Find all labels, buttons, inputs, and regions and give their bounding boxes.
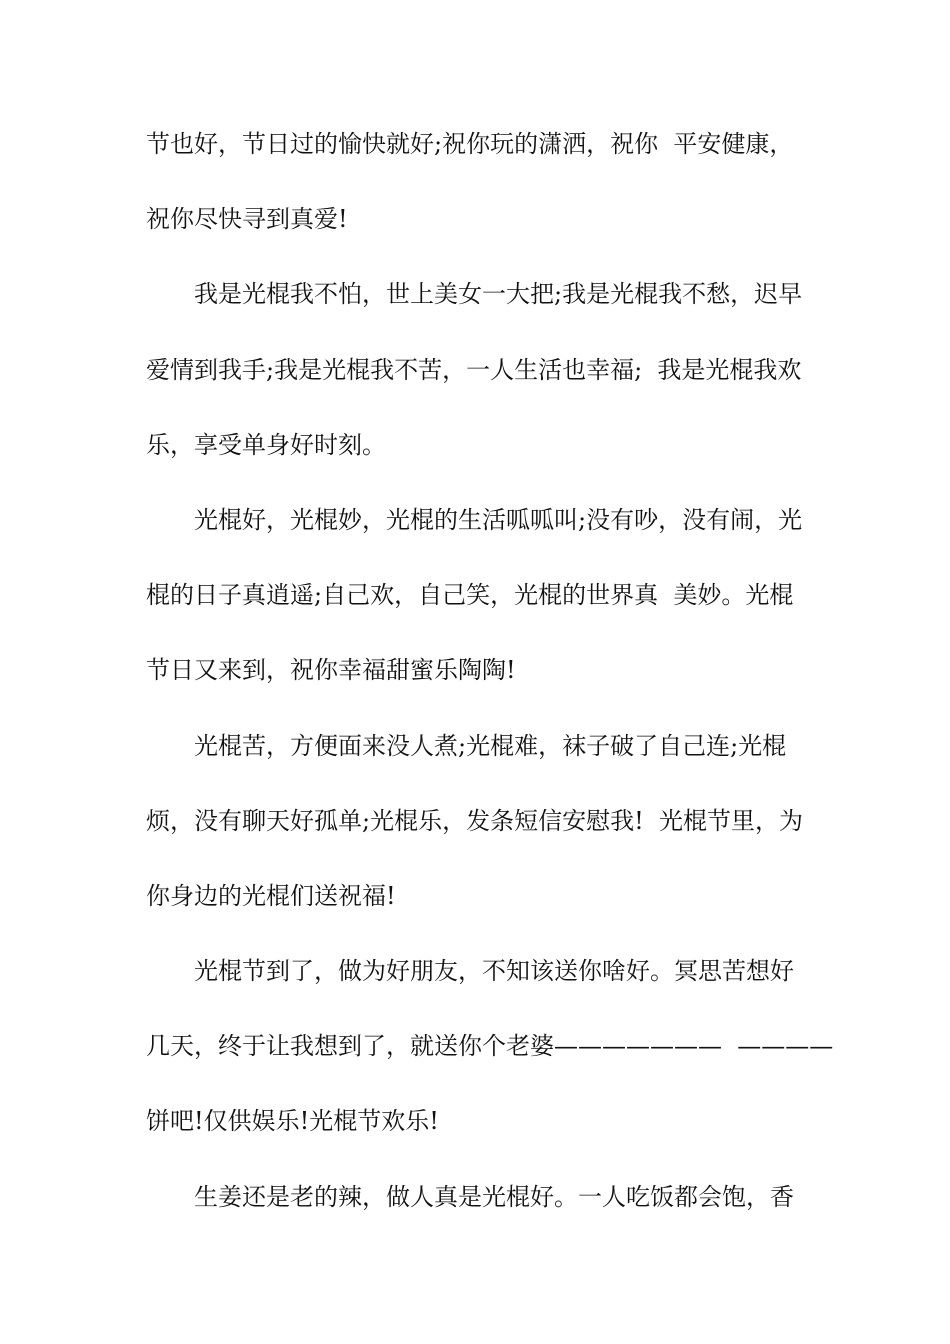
text-line: 几天，终于让我想到了，就送你个老婆——————— ———— [146,1032,834,1061]
text-line: 乐，享受单身好时刻。 [146,430,386,459]
text-line: 祝你尽快寻到真爱! [146,205,348,234]
paragraph-first-line: 光棍节到了，做为好朋友，不知该送你啥好。冥思苦想好 [194,957,794,986]
text-line: 你身边的光棍们送祝福! [146,881,396,910]
text-line: 节日又来到，祝你幸福甜蜜乐陶陶! [146,656,516,685]
paragraph-first-line: 光棍好，光棍妙，光棍的生活呱呱叫;没有吵，没有闹，光 [194,505,803,534]
text-line: 饼吧!仅供娱乐!光棍节欢乐! [146,1107,439,1136]
paragraph-first-line: 光棍苦，方便面来没人煮;光棍难，袜子破了自己连;光棍 [194,731,787,760]
document-body [146,121,834,1249]
paragraph-first-line: 我是光棍我不怕，世上美女一大把;我是光棍我不愁，迟早 [194,280,803,309]
paragraph-first-line: 生姜还是老的辣，做人真是光棍好。一人吃饭都会饱，香 [194,1182,794,1211]
text-line: 烦，没有聊天好孤单;光棍乐，发条短信安慰我! 光棍节里，为 [146,806,803,835]
text-line: 棍的日子真逍遥;自己欢，自己笑，光棍的世界真 美妙。光棍 [146,581,794,610]
text-line: 节也好，节日过的愉快就好;祝你玩的潇洒，祝你 平安健康， [146,130,794,158]
text-line: 爱情到我手;我是光棍我不苦，一人生活也幸福; 我是光棍我欢 [146,355,802,384]
